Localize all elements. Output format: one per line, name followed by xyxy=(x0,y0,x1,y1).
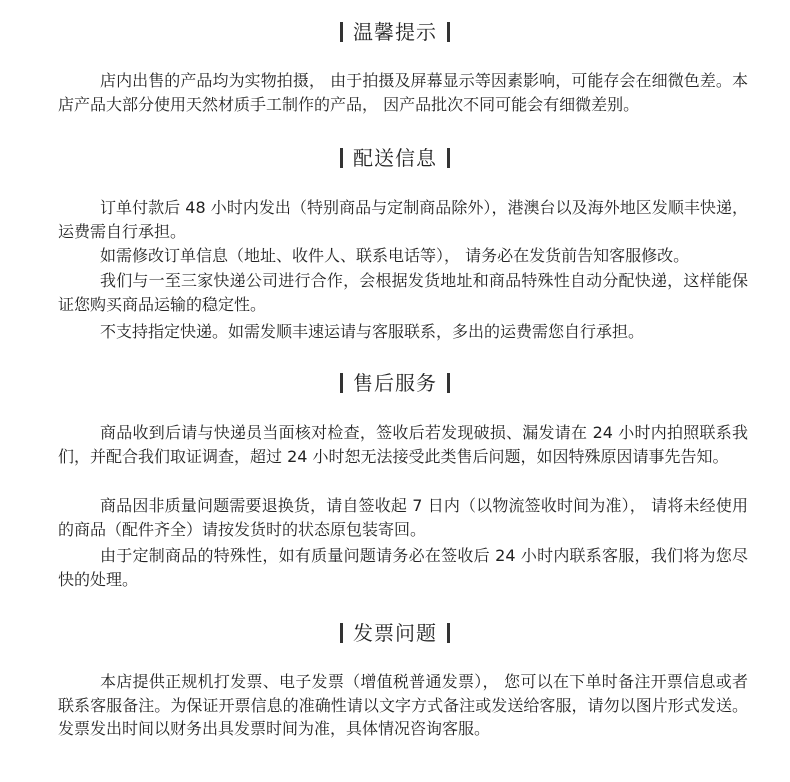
paragraph: 店内出售的产品均为实物拍摄， 由于拍摄及屏幕显示等因素影响，可能存会在细微色差。本店产品大部分使用天然材质手工制作的产品， 因产品批次不同可能会有细微差别。 xyxy=(58,71,748,114)
section-title-after-sales xyxy=(0,369,790,397)
paragraph: 商品收到后请与快递员当面核对检查，签收后若发现破损、漏发请在 24 小时内拍照联系我们，并配合我们取证调查，超过 24 小时恕无法接受此类售后问题，如因特殊原因请事先告知。 xyxy=(58,423,748,466)
section-title-text: 温馨提示 xyxy=(353,20,437,44)
paragraph: 订单付款后 48 小时内发出（特别商品与定制商品除外），港澳台以及海外地区发顺丰快递，运费需自行承担。 xyxy=(58,198,748,241)
paragraph: 我们与一至三家快递公司进行合作，会根据发货地址和商品特殊性自动分配快递，这样能保证您购买商品运输的稳定性。 xyxy=(58,271,748,314)
section-title-text: 售后服务 xyxy=(353,371,437,395)
title-bar-left xyxy=(340,22,343,42)
title-bar-right xyxy=(447,373,450,393)
section-title-invoice xyxy=(0,619,790,647)
title-bar-right xyxy=(447,623,450,643)
section-title-tips xyxy=(0,18,790,46)
section-title-shipping xyxy=(0,144,790,172)
paragraph: 本店提供正规机打发票、电子发票（增值税普通发票）， 您可以在下单时备注开票信息或者联系客服备注。为保证开票信息的准确性请以文字方式备注或发送给客服，请勿以图片形式发送。发票发出时间以财务出具发票时间为准，具体情况咨询客服。 xyxy=(58,672,748,738)
paragraph: 如需修改订单信息（地址、收件人、联系电话等）， 请务必在发货前告知客服修改。 xyxy=(100,246,690,265)
title-bar-left xyxy=(340,623,343,643)
paragraph: 商品因非质量问题需要退换货，请自签收起 7 日内（以物流签收时间为准）， 请将未经使用的商品（配件齐全）请按发货时的状态原包装寄回。 xyxy=(58,496,748,539)
section-title-text: 配送信息 xyxy=(353,146,437,170)
paragraph: 不支持指定快递。如需发顺丰速运请与客服联系，多出的运费需您自行承担。 xyxy=(100,322,645,341)
title-bar-right xyxy=(447,148,450,168)
paragraph: 由于定制商品的特殊性，如有质量问题请务必在签收后 24 小时内联系客服，我们将为您尽快的处理。 xyxy=(58,546,748,589)
title-bar-left xyxy=(340,373,343,393)
title-bar-right xyxy=(447,22,450,42)
title-bar-left xyxy=(340,148,343,168)
section-title-text: 发票问题 xyxy=(353,621,437,645)
